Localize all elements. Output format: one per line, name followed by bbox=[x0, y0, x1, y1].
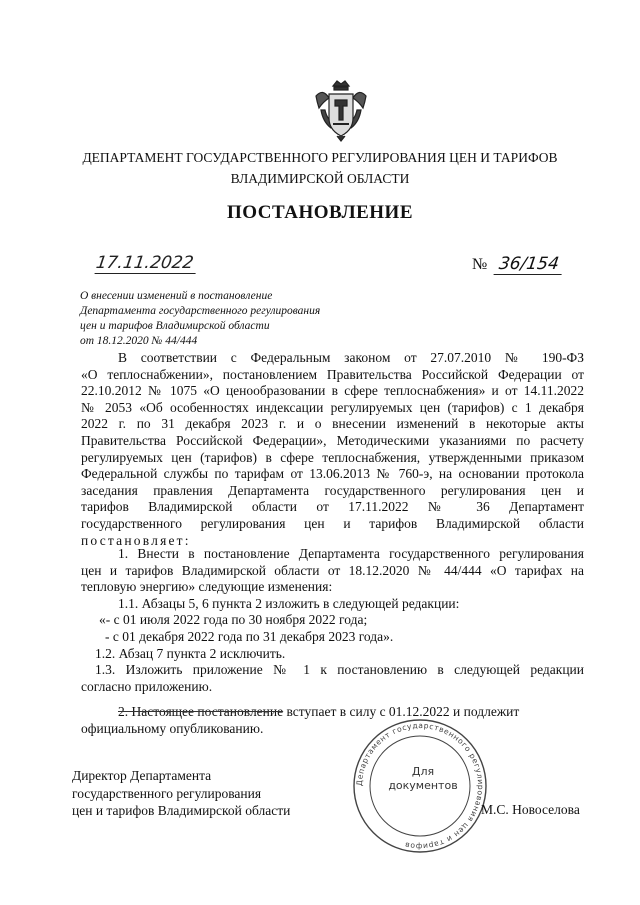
decree-items bbox=[81, 546, 584, 738]
document-number bbox=[472, 254, 563, 275]
decree-word: постановляет: bbox=[81, 532, 191, 548]
item-1-line: 1. Внести в постановление Департамента государственного регулирования bbox=[118, 546, 584, 561]
item-1-line: тепловую энергию» следующие изменения: bbox=[81, 579, 333, 595]
item-2-text: вступает в силу с 01.12.2022 и подлежит bbox=[283, 704, 520, 720]
stamp-center-text bbox=[383, 765, 463, 793]
item-1-line: цен и тарифов Владимирской области от 18.12.2020 № 44/444 «О тарифах на bbox=[81, 562, 584, 578]
coat-of-arms-icon bbox=[313, 78, 369, 142]
subject-line: О внесении изменений в постановление bbox=[80, 290, 273, 302]
number-label: № bbox=[472, 256, 488, 273]
item-1-2: 1.2. Абзац 7 пункта 2 исключить. bbox=[95, 645, 286, 661]
text-line: 22.10.2012 № 1075 «О ценообразовании в сфере теплоснабжения» и от 14.11.2022 bbox=[81, 383, 584, 399]
text-line: государственного регулирования цен и тарифов Владимирской области bbox=[81, 515, 584, 531]
item-1-1: 1.1. Абзацы 5, 6 пункта 2 изложить в следующей редакции: bbox=[118, 595, 460, 611]
item-2-struck-text: 2. Настоящее постановление bbox=[118, 704, 284, 720]
item-2-line bbox=[81, 704, 584, 721]
document-subject bbox=[80, 289, 320, 349]
text-line: Федеральной службы по тарифам от 13.06.2013 № 760-э, на основании протокола bbox=[81, 466, 584, 482]
item-1-1-a: «- с 01 июля 2022 года по 30 ноября 2022 года; bbox=[99, 612, 368, 628]
stamp-ring-text: Департамент государственного регулирования цен и тарифов bbox=[354, 720, 486, 852]
stamp-line: Для bbox=[411, 765, 435, 778]
text-line: В соответствии с Федеральным законом от 27.07.2010 № 190-ФЗ bbox=[118, 350, 584, 365]
text-line: «О теплоснабжении», постановлением Правительства Российской Федерации от bbox=[81, 366, 584, 382]
number-value: 36/154 bbox=[494, 254, 565, 275]
text-line: № 2053 «Об особенностях индексации регулируемых цен (тарифов) с 1 декабря bbox=[81, 399, 584, 415]
position-line: цен и тарифов Владимирской области bbox=[72, 803, 291, 818]
preamble-paragraph bbox=[81, 350, 584, 549]
text-line: тарифов Владимирской области от 17.11.2022 № 36 Департамент bbox=[81, 499, 584, 515]
stamp-line: документов bbox=[388, 779, 458, 792]
department-name-line1: ДЕПАРТАМЕНТ ГОСУДАРСТВЕННОГО РЕГУЛИРОВАНИЯ ЦЕН И ТАРИФОВ bbox=[82, 150, 558, 165]
text-line: Правительства Российской Федерации», Методическими указаниями по расчету bbox=[81, 432, 584, 448]
item-1-1-b: - с 01 декабря 2022 года по 31 декабря 2023 года». bbox=[105, 628, 394, 644]
subject-line: Департамента государственного регулирования bbox=[80, 305, 321, 317]
text-line: заседания правления Департамента государственного регулирования цен и bbox=[81, 482, 584, 498]
item-2-line2: официальному опубликованию. bbox=[81, 720, 264, 736]
signatory-position bbox=[72, 767, 290, 820]
text-line: регулируемых цен (тарифов) в сфере теплоснабжения, утвержденными приказом bbox=[81, 449, 584, 465]
document-date: 17.11.2022 bbox=[95, 253, 199, 274]
position-line: государственного регулирования bbox=[72, 785, 262, 801]
item-1-3-line: 1.3. Изложить приложение № 1 к постановлению в следующей редакции bbox=[95, 662, 584, 678]
text-line: 2022 г. по 31 декабря 2023 г. и о внесении изменений в некоторые акты bbox=[81, 416, 584, 432]
document-title: ПОСТАНОВЛЕНИЕ bbox=[226, 202, 414, 223]
signatory-name: М.С. Новоселова bbox=[481, 802, 580, 817]
subject-line: от 18.12.2020 № 44/444 bbox=[80, 335, 198, 347]
item-1-3-line: согласно приложению. bbox=[81, 678, 213, 694]
department-name-line2: ВЛАДИМИРСКОЙ ОБЛАСТИ bbox=[230, 171, 410, 186]
subject-line: цен и тарифов Владимирской области bbox=[80, 320, 270, 332]
position-line: Директор Департамента bbox=[72, 768, 212, 783]
